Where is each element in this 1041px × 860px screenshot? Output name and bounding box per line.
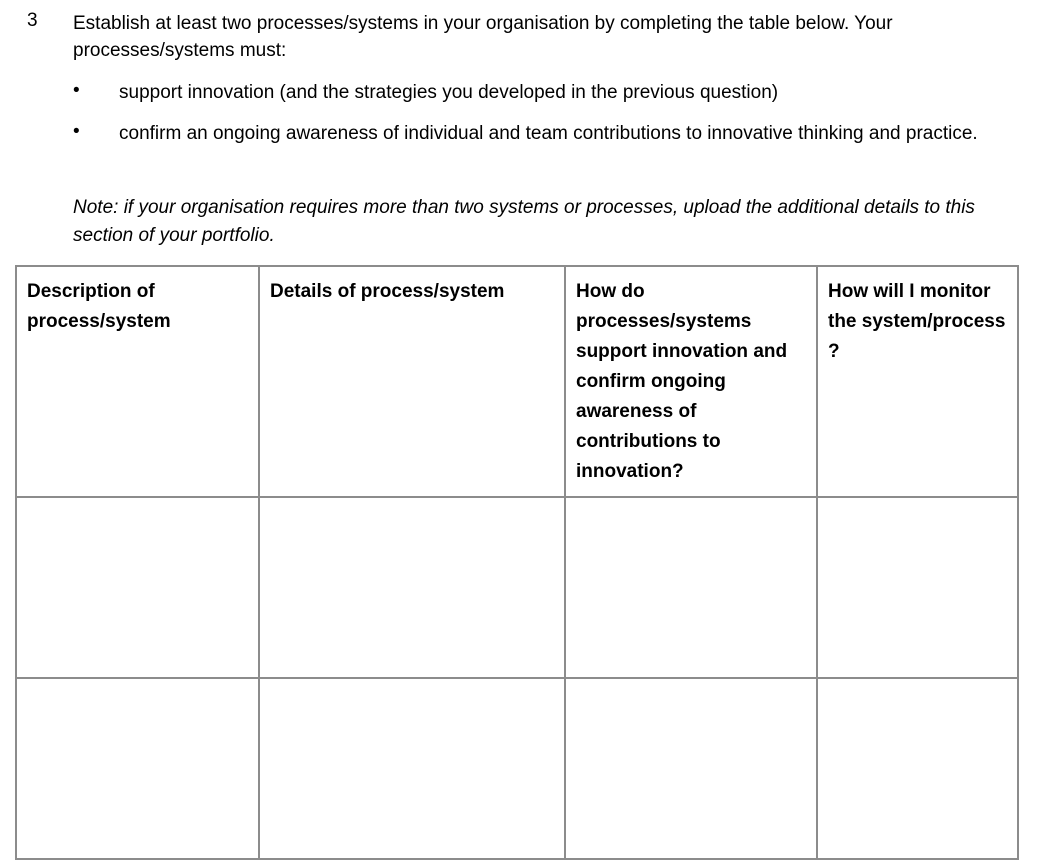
table-cell-details[interactable] xyxy=(259,497,565,678)
header-details: Details of process/system xyxy=(259,266,565,497)
table-cell-monitor[interactable] xyxy=(817,497,1018,678)
portfolio-note: Note: if your organisation requires more than two systems or processes, upload the additional details to this section of your portfolio. xyxy=(73,197,975,246)
table-row xyxy=(16,497,1018,678)
requirement-item xyxy=(73,119,1018,149)
table-row xyxy=(16,678,1018,859)
bullet-icon: • xyxy=(73,80,80,101)
table-cell-support-innovation[interactable] xyxy=(565,497,817,678)
table-cell-description[interactable] xyxy=(16,497,259,678)
process-system-table xyxy=(15,265,1019,860)
question-number: 3 xyxy=(27,10,38,31)
requirements-list xyxy=(73,78,1018,160)
table-cell-description[interactable] xyxy=(16,678,259,859)
requirement-text: confirm an ongoing awareness of individual and team contributions to innovative thinking and practice. xyxy=(119,123,978,144)
bullet-icon: • xyxy=(73,121,80,142)
requirement-text: support innovation (and the strategies you developed in the previous question) xyxy=(119,82,779,103)
table-cell-monitor[interactable] xyxy=(817,678,1018,859)
table-cell-details[interactable] xyxy=(259,678,565,859)
requirement-item xyxy=(73,78,1018,108)
header-monitor: How will I monitor the system/process ? xyxy=(817,266,1018,497)
question-text: Establish at least two processes/systems in your organisation by completing the table below. Your processes/systems must: xyxy=(73,13,893,61)
header-description: Description of process/system xyxy=(16,266,259,497)
table-cell-support-innovation[interactable] xyxy=(565,678,817,859)
header-support-innovation: How do processes/systems support innovation and confirm ongoing awareness of contributions to innovation? xyxy=(565,266,817,497)
table-header-row xyxy=(16,266,1018,497)
